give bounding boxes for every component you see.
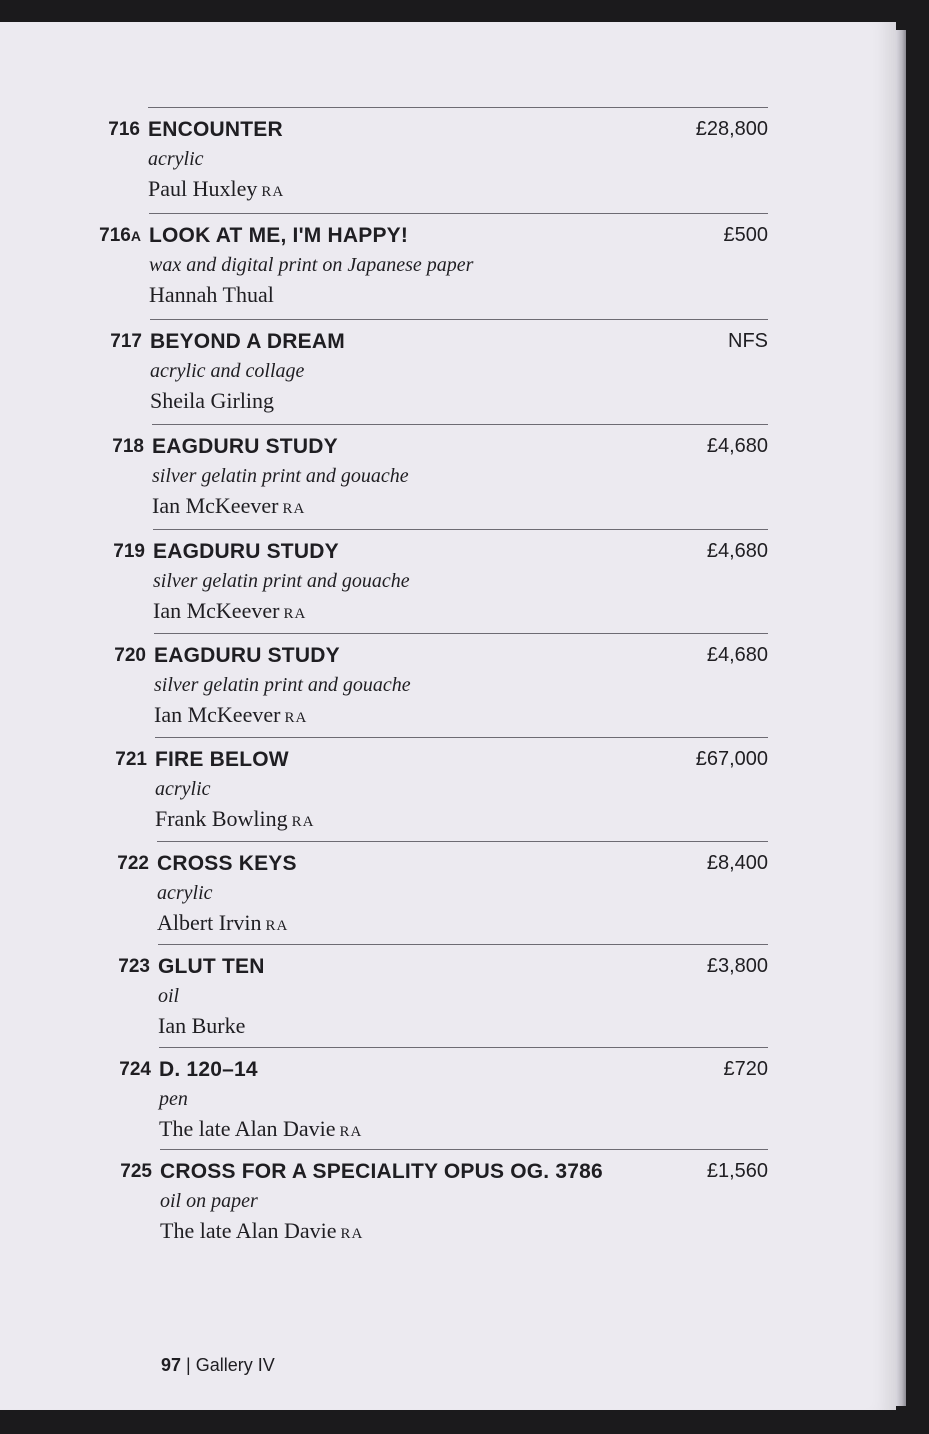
- entry-number: [41, 225, 141, 247]
- entry-title: CROSS KEYS: [157, 852, 297, 875]
- catalogue-entry: [117, 841, 768, 945]
- entry-number-value: 716: [108, 119, 140, 140]
- entry-price: £28,800: [695, 118, 768, 140]
- entry-medium: silver gelatin print and gouache: [152, 465, 409, 487]
- catalogue-entry: [113, 529, 768, 633]
- entry-title: EAGDURU STUDY: [154, 644, 340, 667]
- artist-name: Ian McKeever: [152, 493, 279, 518]
- entry-number-value: 724: [119, 1059, 151, 1080]
- entry-artist: [152, 493, 305, 519]
- entry-number-value: 718: [112, 436, 144, 457]
- footer-separator: |: [181, 1355, 196, 1375]
- entry-number-value: 721: [115, 749, 147, 770]
- artist-ra-postnominal: RA: [339, 1124, 363, 1140]
- entry-number-value: 720: [114, 645, 146, 666]
- page-edge: [896, 30, 906, 1406]
- entry-rule: [158, 944, 768, 945]
- entry-title: BEYOND A DREAM: [150, 330, 345, 353]
- entry-title: FIRE BELOW: [155, 748, 289, 771]
- entry-number: [40, 119, 140, 141]
- artist-name: Hannah Thual: [149, 282, 274, 307]
- catalogue-entry: [119, 1047, 768, 1151]
- entry-title: EAGDURU STUDY: [152, 435, 338, 458]
- entry-title: ENCOUNTER: [148, 118, 283, 141]
- entry-number: [52, 1161, 152, 1183]
- artist-name: Ian Burke: [158, 1013, 246, 1038]
- artist-name: The late Alan Davie: [159, 1116, 336, 1141]
- entry-price: £720: [723, 1058, 768, 1080]
- artist-ra-postnominal: RA: [283, 606, 307, 622]
- entry-price: £500: [723, 224, 768, 246]
- entry-medium: acrylic: [155, 778, 211, 800]
- entry-title: D. 120–14: [159, 1058, 258, 1081]
- entry-price: £8,400: [706, 852, 768, 874]
- catalogue-entry: [118, 944, 768, 1048]
- entry-title: CROSS FOR A SPECIALITY OPUS OG. 3786: [160, 1160, 603, 1183]
- entry-number: [44, 436, 144, 458]
- entry-artist: [148, 176, 284, 202]
- entry-medium: oil: [158, 985, 180, 1007]
- page-number: 97: [161, 1355, 182, 1375]
- artist-name: Sheila Girling: [150, 388, 275, 413]
- entry-artist: [154, 702, 307, 728]
- entry-rule: [153, 529, 768, 530]
- artist-ra-postnominal: RA: [261, 184, 285, 200]
- entry-number-value: 717: [110, 331, 142, 352]
- entry-artist: [159, 1116, 362, 1142]
- catalogue-entry: [114, 633, 768, 737]
- artist-ra-postnominal: RA: [284, 710, 308, 726]
- entry-artist: [150, 388, 274, 414]
- artist-name: Ian McKeever: [154, 702, 281, 727]
- catalogue-entry: [108, 107, 768, 211]
- entry-number-value: 723: [118, 956, 150, 977]
- entry-price: £4,680: [706, 435, 768, 457]
- entry-rule: [149, 213, 768, 214]
- artist-name: Ian McKeever: [153, 598, 280, 623]
- entry-number: [50, 956, 150, 978]
- entry-number: [46, 645, 146, 667]
- entry-rule: [152, 424, 768, 425]
- entry-number-suffix: A: [130, 228, 141, 244]
- entry-price: £67,000: [695, 748, 768, 770]
- entry-rule: [155, 737, 768, 738]
- entry-medium: silver gelatin print and gouache: [154, 674, 411, 696]
- entry-medium: acrylic: [148, 148, 204, 170]
- entry-price: £4,680: [706, 644, 768, 666]
- catalogue-entry: [99, 213, 768, 317]
- catalogue-entry: [110, 319, 768, 423]
- entry-medium: acrylic and collage: [150, 360, 305, 382]
- entry-number-value: 716: [99, 225, 131, 246]
- artist-ra-postnominal: RA: [291, 814, 315, 830]
- entry-artist: [155, 806, 314, 832]
- entry-medium: pen: [159, 1088, 188, 1110]
- entry-artist: [149, 282, 274, 308]
- artist-ra-postnominal: RA: [265, 918, 289, 934]
- entry-artist: [153, 598, 306, 624]
- catalogue-entry: [120, 1149, 768, 1253]
- entry-price: NFS: [728, 330, 768, 352]
- entry-number-value: 719: [113, 541, 145, 562]
- entry-medium: oil on paper: [160, 1190, 258, 1212]
- page-footer: [161, 1355, 275, 1376]
- artist-name: Frank Bowling: [155, 806, 288, 831]
- entry-rule: [148, 107, 768, 108]
- entry-number: [51, 1059, 151, 1081]
- entry-rule: [157, 841, 768, 842]
- entry-price: £3,800: [706, 955, 768, 977]
- entry-rule: [160, 1149, 768, 1150]
- entry-title: GLUT TEN: [158, 955, 265, 978]
- artist-name: Paul Huxley: [148, 176, 258, 201]
- artist-name: The late Alan Davie: [160, 1218, 337, 1243]
- entry-number: [42, 331, 142, 353]
- entry-medium: acrylic: [157, 882, 213, 904]
- entry-rule: [154, 633, 768, 634]
- artist-ra-postnominal: RA: [282, 501, 306, 517]
- entry-artist: [157, 910, 288, 936]
- entry-artist: [158, 1013, 245, 1039]
- entry-number-value: 725: [120, 1161, 152, 1182]
- section-name: Gallery IV: [195, 1355, 275, 1375]
- entry-title: EAGDURU STUDY: [153, 540, 339, 563]
- entry-artist: [160, 1218, 363, 1244]
- catalogue-entry: [115, 737, 768, 841]
- artist-ra-postnominal: RA: [340, 1226, 364, 1242]
- entry-number-value: 722: [117, 853, 149, 874]
- catalogue-entry: [112, 424, 768, 528]
- entry-number: [49, 853, 149, 875]
- entry-number: [47, 749, 147, 771]
- entry-price: £4,680: [706, 540, 768, 562]
- catalogue-page: [0, 22, 896, 1410]
- entry-rule: [150, 319, 768, 320]
- entry-rule: [159, 1047, 768, 1048]
- artist-name: Albert Irvin: [157, 910, 262, 935]
- entry-price: £1,560: [706, 1160, 768, 1182]
- entry-medium: silver gelatin print and gouache: [153, 570, 410, 592]
- entry-number: [45, 541, 145, 563]
- entry-title: LOOK AT ME, I'M HAPPY!: [149, 224, 409, 247]
- entry-medium: wax and digital print on Japanese paper: [149, 254, 474, 276]
